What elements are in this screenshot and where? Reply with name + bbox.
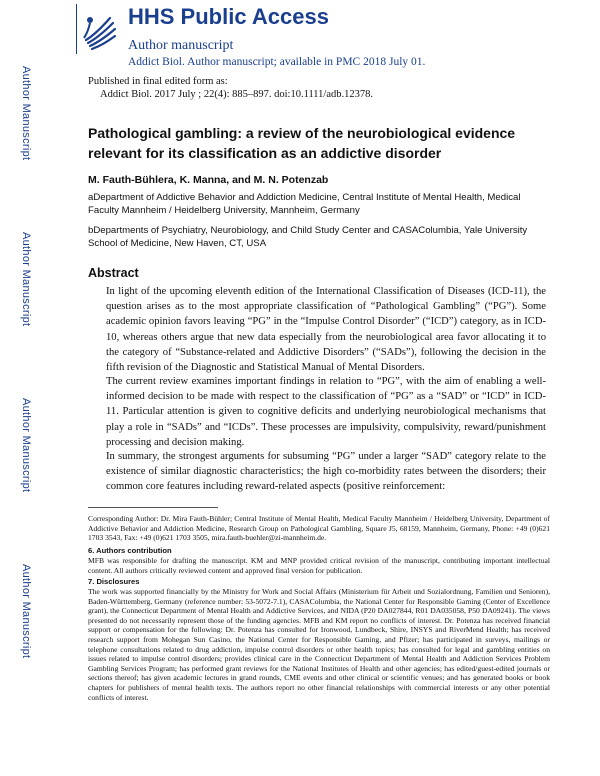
sidebar: [0, 0, 36, 776]
hhs-subtitle: Author manuscript: [128, 38, 234, 53]
abstract-paragraph-3: In summary, the strongest arguments for subsuming “PG” under a larger “SAD” category relate to the existence of similar diagnostic characteristics; the high co-morbidity rates between the disorders; their common core features including reward-related aspects (positive reinforcement:: [106, 451, 546, 493]
contribution-text: MFB was responsible for drafting the manuscript. KM and MNP provided critical revision of the manuscript, contributing important intellectual content. All authors critically reviewed content and approved final version for publication.: [88, 556, 550, 575]
article-title: Pathological gambling: a review of the neurobiological evidence relevant for its classification as an addictive disorder: [88, 125, 516, 161]
disclosures-heading: 7. Disclosures: [88, 577, 140, 586]
publication-line1: Published in final edited form as:: [88, 76, 228, 87]
footnote-rule: [88, 507, 218, 508]
corresponding-author-note: Corresponding Author: Dr. Mira Fauth-Bühler; Central Institute of Mental Health, Medical Faculty Mannheim / Heidelberg University, Department of Addictive Behavior and Addiction Medicine, Research Group on Pathological Gambling, Square J5, 68159, Mannheim, Germany, Phone: +49 (0)621 1703 3543, Fax: +49 (0)621 1703 3505, mira.fauth-buehler@zi-mannheim.de.: [88, 514, 550, 543]
abstract-heading: Abstract: [88, 266, 139, 280]
article-authors: M. Fauth-Bühlera, K. Manna, and M. N. Potenzab: [88, 174, 329, 186]
contribution-heading: 6. Authors contribution: [88, 546, 172, 555]
publication-line2: Addict Biol. 2017 July ; 22(4): 885–897. doi:10.1111/adb.12378.: [100, 89, 373, 100]
hhs-eagle-logo-icon: [80, 10, 118, 52]
abstract-paragraph-1: In light of the upcoming eleventh edition of the International Classification of Diseases (ICD-11), the question arises as to the most appropriate classification of “Pathological Gambling” (“PG”). Some academic opinion favors leaving “PG” in the “Impulse Control Disorder” (“ICD”) category, as in ICD-10, whereas others argue that new data especially from the neurobiological area favor allocating it to the category of “Substance-related and Addictive Disorders” (“SADs”), following the decision in the fifth revision of the Diagnostic and Statistical Manual of Mental Disorders.: [106, 286, 546, 374]
author-manuscript-label: Author Manuscript: [20, 564, 32, 659]
affiliation-a: aDepartment of Addictive Behavior and Addiction Medicine, Central Institute of Mental Health, Medical Faculty Mannheim / Heidelberg University, Mannheim, Germany: [88, 192, 521, 216]
hhs-citation: Addict Biol. Author manuscript; available in PMC 2018 July 01.: [128, 56, 426, 68]
header-divider: [76, 4, 77, 54]
hhs-title: HHS Public Access: [128, 4, 329, 29]
disclosures-text: The work was supported financially by the Ministry for Work and Social Affairs (Ministerium für Arbeit und Sozialordnung, Familien und Senioren), Baden-Württemberg, Germany (reference number: 53-5072-7.1), CASAColumbia, the National Center for Responsible Gaming (Center of Excellence grant), the Connecticut Department of Mental Health and Addictive Services, and NIDA (P20 DA027844, R01 DA035058, P50 DA09241). The views presented do not necessarily represent those of the funding agencies. MFB and KM report no conflicts of interest. Dr. Potenza has received financial support or compensation for the following: Dr. Potenza has consulted for Ironwood, Lundbeck, Shire, INSYS and RiverMend Health; has received research support from Mohegan Sun Casino, the National Center for Responsible Gaming, and Pfizer; has participated in surveys, mailings or telephone consultations related to drug addiction, impulse control disorders or other health topics; has consulted for legal and gambling entities on issues related to impulse control disorders; provides clinical care in the Connecticut Department of Mental Health and Addiction Services Problem Gambling Services Program; has performed grant reviews for the National Institutes of Health and other agencies; has edited/guest-edited journals or sections thereof; has given academic lectures in grand rounds, CME events and other clinical or scientific venues; and has generated books or book chapters for publishers of mental health texts. The authors report no other financial relationships with commercial interests or any other potential conflicts of interest.: [88, 587, 550, 702]
author-manuscript-label: Author Manuscript: [20, 66, 32, 161]
publication-info: [88, 75, 373, 101]
author-manuscript-label: Author Manuscript: [20, 398, 32, 493]
abstract-paragraph-2: The current review examines important findings in relation to “PG”, with the aim of enabling a well-informed decision to be made with respect to the classification of “PG” as a “SAD” or “ICD” in ICD-11. Particular attention is given to cognitive deficits and underlying neurobiological mechanisms that play a role in “SADs” and “ICDs”. These processes are impulsivity, compulsivity, reward/punishment processing and decision making.: [106, 376, 546, 448]
author-manuscript-label: Author Manuscript: [20, 232, 32, 327]
affiliation-b: bDepartments of Psychiatry, Neurobiology, and Child Study Center and CASAColumbia, Yale University School of Medicine, New Haven, CT, USA: [88, 225, 528, 249]
